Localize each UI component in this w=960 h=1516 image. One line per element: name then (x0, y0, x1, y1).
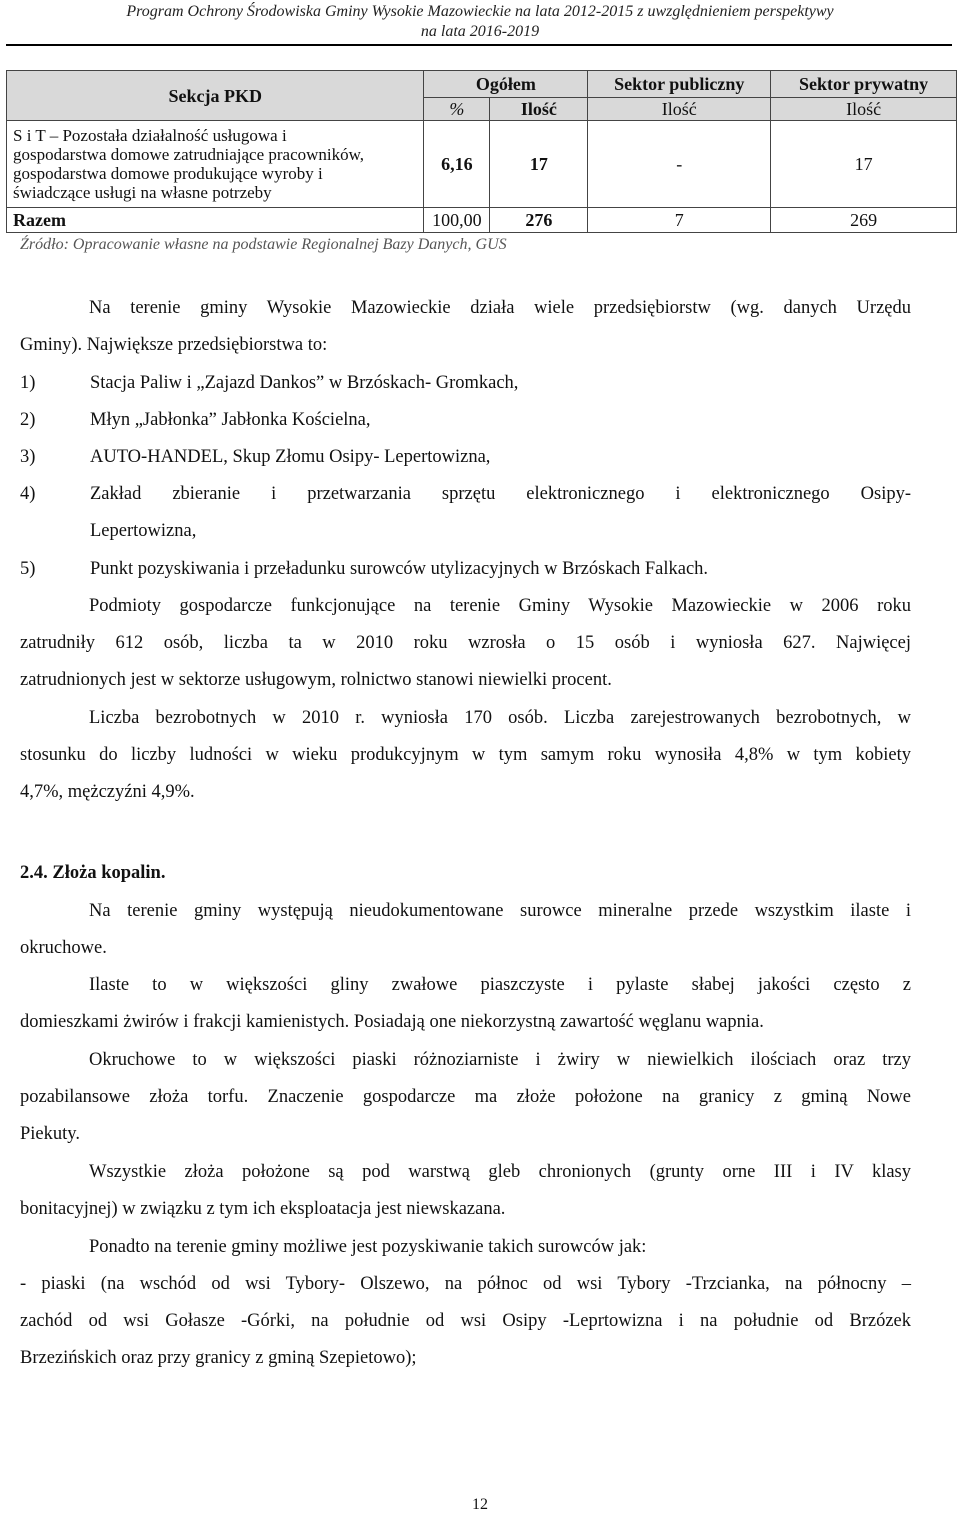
header-rule (6, 44, 952, 46)
paragraph-4-line-1: Na terenie gminy występują nieudokumentowane surowce mineralne przede wszystkim ilaste i (89, 901, 911, 921)
subheader-percent: % (424, 98, 490, 121)
sum-total: 276 (490, 208, 588, 233)
paragraph-9-line-1: - piaski (na wschód od wsi Tybory- Olszewo, na północ od wsi Tybory -Trzcianka, na północny – (20, 1274, 911, 1294)
row-label-line-2: gospodarstwa domowe zatrudniające pracowników, (13, 145, 365, 164)
paragraph-4-line-2: okruchowe. (20, 938, 107, 958)
list-item-3: AUTO-HANDEL, Skup Złomu Osipy- Lepertowizna, (90, 447, 491, 467)
row-label-line-4: świadczące usługi na własne potrzeby (13, 183, 272, 202)
list-item-1: Stacja Paliw i „Zajazd Dankos” w Brzóskach- Gromkach, (90, 373, 519, 393)
header-line-2: na lata 2016-2019 (420, 23, 540, 40)
sum-private: 269 (771, 208, 957, 233)
header-line-1: Program Ochrony Środowiska Gminy Wysokie Mazowieckie na lata 2012-2015 z uwzględnieniem perspektywy (126, 3, 834, 20)
list-num-2: 2) (20, 410, 36, 430)
paragraph-6-line-1: Okruchowe to w większości piaski różnoziarniste i żwiry w niewielkich ilościach oraz trzy (89, 1050, 911, 1070)
paragraph-1-line-2: Gminy). Największe przedsiębiorstwa to: (20, 335, 328, 355)
row-percent: 6,16 (424, 121, 490, 208)
paragraph-8: Ponadto na terenie gminy możliwe jest pozyskiwanie takich surowców jak: (89, 1237, 647, 1257)
header-private: Sektor prywatny (771, 71, 957, 98)
row-label-line-1: S i T – Pozostała działalność usługowa i (13, 126, 287, 145)
paragraph-3-line-3: 4,7%, mężczyźni 4,9%. (20, 782, 195, 802)
paragraph-3-line-2: stosunku do liczby ludności w wieku produkcyjnym w tym samym roku wynosiła 4,8% w tym kobiety (20, 745, 911, 765)
list-num-3: 3) (20, 447, 36, 467)
paragraph-9-line-3: Brzezińskich oraz przy granicy z gminą Szepietowo); (20, 1348, 417, 1368)
paragraph-6-line-3: Piekuty. (20, 1124, 80, 1144)
row-total: 17 (490, 121, 588, 208)
list-num-5: 5) (20, 559, 36, 579)
subheader-count-public: Ilość (588, 98, 771, 121)
pkd-table (6, 70, 957, 233)
paragraph-2-line-3: zatrudnionych jest w sektorze usługowym, rolnictwo stanowi niewielki procent. (20, 670, 612, 690)
paragraph-2-line-1: Podmioty gospodarcze funkcjonujące na terenie Gminy Wysokie Mazowieckie w 2006 roku (89, 596, 911, 616)
paragraph-7-line-2: bonitacyjnej) w związku z tym ich eksploatacja jest niewskazana. (20, 1199, 506, 1219)
paragraph-5-line-1: Ilaste to w większości gliny zwałowe piaszczyste i pylaste słabej jakości często z (89, 975, 911, 995)
paragraph-2-line-2: zatrudniły 612 osób, liczba ta w 2010 roku wzrosła o 15 osób i wyniosła 627. Najwięcej (20, 633, 911, 653)
table-source: Źródło: Opracowanie własne na podstawie Regionalnej Bazy Danych, GUS (20, 236, 507, 253)
page-number: 12 (472, 1496, 488, 1513)
row-public: - (588, 121, 771, 208)
row-label (7, 121, 424, 208)
header-total: Ogółem (424, 71, 588, 98)
list-item-2: Młyn „Jabłonka” Jabłonka Kościelna, (90, 410, 371, 430)
table-sum-row (7, 208, 957, 233)
list-item-5: Punkt pozyskiwania i przeładunku surowców utylizacyjnych w Brzóskach Falkach. (90, 559, 709, 579)
list-num-1: 1) (20, 373, 36, 393)
sum-public: 7 (588, 208, 771, 233)
subheader-count-private: Ilość (771, 98, 957, 121)
section-title: Złoża kopalin. (52, 863, 166, 883)
header-section: Sekcja PKD (7, 71, 424, 121)
list-num-4: 4) (20, 484, 36, 504)
paragraph-5-line-2: domieszkami żwirów i frakcji kamienistych. Posiadają one niekorzystną zawartość węglanu wapnia. (20, 1012, 764, 1032)
paragraph-1-line-1: Na terenie gminy Wysokie Mazowieckie działa wiele przedsiębiorstw (wg. danych Urzędu (89, 298, 911, 318)
table-header-row (7, 71, 957, 98)
paragraph-6-line-2: pozabilansowe złoża torfu. Znaczenie gospodarcze ma złoże położone na granicy z gminą Nowe (20, 1087, 911, 1107)
table-row (7, 121, 957, 208)
subheader-count-total: Ilość (490, 98, 588, 121)
paragraph-3-line-1: Liczba bezrobotnych w 2010 r. wyniosła 170 osób. Liczba zarejestrowanych bezrobotnych, w (89, 708, 911, 728)
row-private: 17 (771, 121, 957, 208)
section-number: 2.4. (20, 863, 48, 883)
sum-percent: 100,00 (424, 208, 490, 233)
header-public: Sektor publiczny (588, 71, 771, 98)
sum-label: Razem (7, 208, 424, 233)
row-label-line-3: gospodarstwa domowe produkujące wyroby i (13, 164, 323, 183)
paragraph-9-line-2: zachód od wsi Gołasze -Górki, na południe od wsi Osipy -Leprtowizna i na południe od Brzózek (20, 1311, 911, 1331)
paragraph-7-line-1: Wszystkie złoża położone są pod warstwą gleb chronionych (grunty orne III i IV klasy (89, 1162, 911, 1182)
section-heading (20, 855, 165, 892)
running-header (0, 2, 960, 42)
list-item-4: Zakład zbieranie i przetwarzania sprzętu elektronicznego i elektronicznego Osipy- (90, 484, 911, 504)
list-item-4-cont: Lepertowizna, (90, 521, 197, 541)
